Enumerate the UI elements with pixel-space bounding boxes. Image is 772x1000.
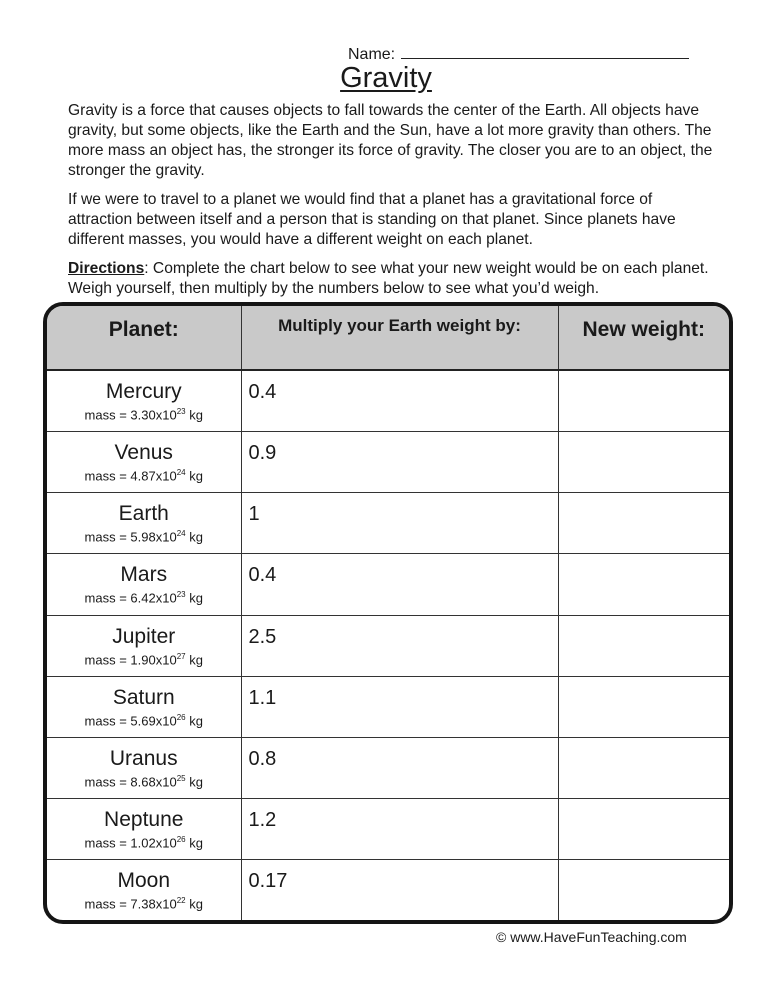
gravity-chart <box>43 302 733 924</box>
mass-unit: kg <box>185 590 203 606</box>
table-header-row <box>47 306 729 370</box>
planet-mass <box>47 652 241 667</box>
planet-name: Jupiter <box>112 624 176 648</box>
header-multiply: Multiply your Earth weight by: <box>241 306 558 370</box>
new-weight-cell[interactable] <box>558 432 729 493</box>
name-label: Name: <box>348 46 396 63</box>
table-row <box>47 554 729 615</box>
planet-cell <box>47 615 241 676</box>
mass-unit: kg <box>185 529 203 545</box>
planet-name: Mercury <box>105 380 182 403</box>
table-row <box>47 676 729 737</box>
new-weight-cell[interactable] <box>558 676 729 737</box>
mass-exponent: 24 <box>176 468 186 478</box>
table-row <box>47 737 729 798</box>
mass-exponent: 26 <box>176 834 186 844</box>
planet-cell <box>47 737 241 798</box>
mass-value: mass = 5.98x10 <box>84 529 177 545</box>
multiplier-value: 0.8 <box>248 747 277 770</box>
multiplier-cell <box>241 798 558 859</box>
table-row <box>47 370 729 432</box>
planet-mass <box>47 529 241 544</box>
mass-unit: kg <box>185 468 203 484</box>
directions-label: Directions <box>68 260 145 277</box>
planet-weight-paragraph: If we were to travel to a planet we would find that a planet has a gravitational force of attraction between itself and a person that is standing on that planet. Since planets have different masses, you would have a different weight on each planet. <box>68 191 676 248</box>
multiplier-value: 1.1 <box>248 686 277 709</box>
planet-cell <box>47 432 241 493</box>
planet-mass <box>47 590 241 605</box>
multiplier-value: 0.17 <box>248 869 288 892</box>
gravity-table <box>47 306 729 920</box>
mass-exponent: 27 <box>176 651 186 661</box>
mass-value: mass = 1.02x10 <box>84 835 177 851</box>
multiplier-value: 0.9 <box>248 442 277 465</box>
new-weight-cell[interactable] <box>558 554 729 615</box>
planet-name: Earth <box>118 502 169 526</box>
planet-mass <box>47 468 241 483</box>
mass-exponent: 23 <box>176 407 186 416</box>
planet-mass <box>47 835 241 850</box>
multiplier-value: 2.5 <box>248 625 277 648</box>
mass-unit: kg <box>185 896 203 912</box>
multiplier-value: 0.4 <box>248 564 277 587</box>
mass-exponent: 25 <box>176 773 186 783</box>
mass-exponent: 24 <box>176 529 186 539</box>
mass-value: mass = 8.68x10 <box>84 774 177 790</box>
new-weight-cell[interactable] <box>558 798 729 859</box>
new-weight-cell[interactable] <box>558 370 729 432</box>
new-weight-cell[interactable] <box>558 737 729 798</box>
mass-value: mass = 5.69x10 <box>84 712 177 728</box>
planet-name: Saturn <box>112 685 175 709</box>
mass-unit: kg <box>185 835 203 851</box>
planet-cell <box>47 798 241 859</box>
intro-paragraph: Gravity is a force that causes objects to fall towards the center of the Earth. All objects have gravity, but some objects, like the Earth and the Sun, have a lot more gravity than others. The more mass an object has, the stronger its force of gravity. The closer you are to an object, the stronger the gravity. <box>68 102 713 179</box>
multiplier-cell <box>241 737 558 798</box>
multiplier-value: 0.4 <box>248 381 277 403</box>
table-row <box>47 859 729 920</box>
planet-cell <box>47 554 241 615</box>
name-blank-line[interactable] <box>401 44 689 59</box>
planet-cell <box>47 370 241 432</box>
planet-mass <box>47 774 241 789</box>
copyright-footer: © www.HaveFunTeaching.com <box>496 929 687 945</box>
table-row <box>47 615 729 676</box>
table-row <box>47 798 729 859</box>
planet-name: Uranus <box>109 746 178 770</box>
multiplier-cell <box>241 615 558 676</box>
mass-value: mass = 3.30x10 <box>84 407 177 423</box>
page-title: Gravity <box>340 62 432 94</box>
multiplier-cell <box>241 370 558 432</box>
table-row <box>47 432 729 493</box>
mass-value: mass = 7.38x10 <box>84 896 177 912</box>
header-new-weight: New weight: <box>558 306 729 370</box>
mass-unit: kg <box>185 651 203 667</box>
mass-unit: kg <box>185 774 203 790</box>
new-weight-cell[interactable] <box>558 615 729 676</box>
mass-exponent: 22 <box>176 895 186 905</box>
mass-unit: kg <box>185 407 203 423</box>
multiplier-cell <box>241 432 558 493</box>
multiplier-cell <box>241 493 558 554</box>
planet-name: Moon <box>117 868 171 892</box>
table-row <box>47 493 729 554</box>
new-weight-cell[interactable] <box>558 859 729 920</box>
planet-name: Mars <box>120 563 168 587</box>
name-field[interactable] <box>348 44 689 64</box>
header-planet: Planet: <box>47 306 241 370</box>
planet-mass <box>47 713 241 728</box>
planet-cell <box>47 676 241 737</box>
directions-text: : Complete the chart below to see what your new weight would be on each planet. Weigh yourself, then multiply by the numbers below to see what you’d weigh. <box>68 260 709 297</box>
mass-exponent: 26 <box>176 712 186 722</box>
mass-exponent: 23 <box>176 590 186 600</box>
multiplier-cell <box>241 676 558 737</box>
directions-paragraph <box>68 259 718 299</box>
planet-cell <box>47 859 241 920</box>
multiplier-cell <box>241 859 558 920</box>
planet-name: Venus <box>114 441 173 465</box>
new-weight-cell[interactable] <box>558 493 729 554</box>
multiplier-cell <box>241 554 558 615</box>
mass-value: mass = 6.42x10 <box>84 590 177 606</box>
planet-name: Neptune <box>104 807 184 831</box>
planet-mass <box>47 407 241 422</box>
mass-unit: kg <box>185 712 203 728</box>
planet-cell <box>47 493 241 554</box>
planet-mass <box>47 896 241 911</box>
mass-value: mass = 4.87x10 <box>84 468 177 484</box>
mass-value: mass = 1.90x10 <box>84 651 177 667</box>
multiplier-value: 1.2 <box>248 808 277 831</box>
multiplier-value: 1 <box>248 503 260 526</box>
